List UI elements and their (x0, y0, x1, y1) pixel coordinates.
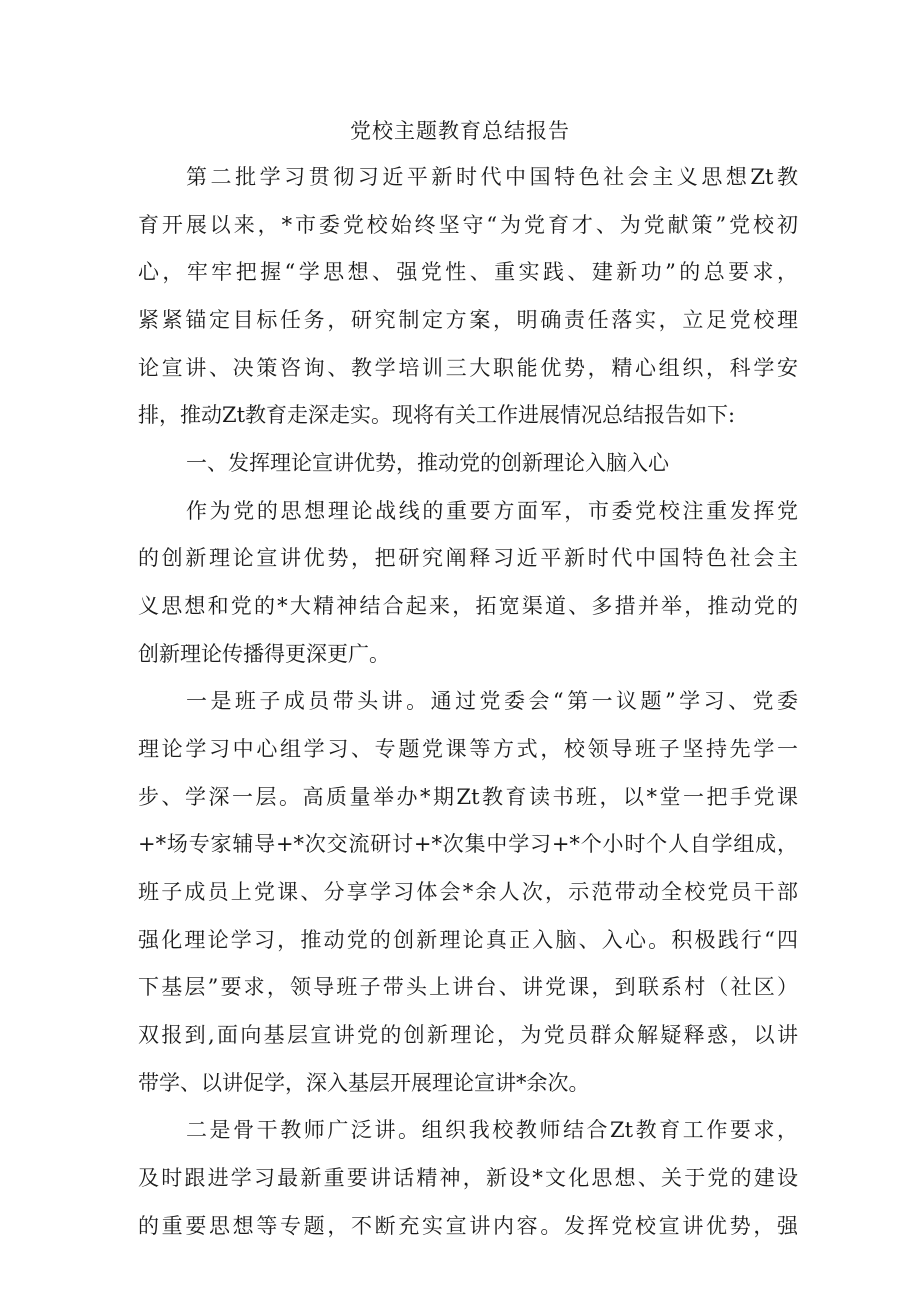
text-line: 步、学深一层。高质量举办*期Zt教育读书班，以*堂一把手党课 (138, 785, 798, 809)
text-line: 带学、以讲促学，深入基层开展理论宣讲*余次。 (138, 1071, 590, 1095)
text-line: 理论学习中心组学习、专题党课等方式，校领导班子坚持先学一 (138, 737, 798, 761)
text-line: 第二批学习贯彻习近平新时代中国特色社会主义思想Zt教 (186, 165, 798, 189)
text-line: 作为党的思想理论战线的重要方面军，市委党校注重发挥党 (186, 499, 798, 523)
text-line: 一是班子成员带头讲。通过党委会“第一议题”学习、党委 (186, 689, 798, 713)
text-line: 心，牢牢把握“学思想、强党性、重实践、建新功”的总要求， (138, 260, 798, 284)
text-line: 排，推动Zt教育走深走实。现将有关工作进展情况总结报告如下: (138, 403, 736, 427)
text-line: 的创新理论宣讲优势，把研究阐释习近平新时代中国特色社会主 (138, 546, 798, 570)
text-line: 下基层”要求，领导班子带头上讲台、讲党课，到联系村（社区） (138, 975, 798, 999)
document-title: 党校主题教育总结报告 (350, 119, 570, 143)
section-heading: 一、发挥理论宣讲优势，推动党的创新理论入脑入心 (186, 451, 669, 475)
text-line: 的重要思想等专题，不断充实宣讲内容。发挥党校宣讲优势，强 (138, 1214, 798, 1238)
text-line: 双报到,面向基层宣讲党的创新理论，为党员群众解疑释惑，以讲 (138, 1023, 798, 1047)
text-line: 创新理论传播得更深更广。 (138, 642, 390, 666)
text-line: 强化理论学习，推动党的创新理论真正入脑、入心。积极践行“四 (138, 928, 798, 952)
text-line: 义思想和党的*大精神结合起来，拓宽渠道、多措并举，推动党的 (138, 594, 798, 618)
text-line: 论宣讲、决策咨询、教学培训三大职能优势，精心组织，科学安 (138, 356, 798, 380)
text-line: 班子成员上党课、分享学习体会*余人次，示范带动全校党员干部 (138, 880, 798, 904)
text-line: 及时跟进学习最新重要讲话精神，新设*文化思想、关于党的建设 (138, 1166, 798, 1190)
text-line: 二是骨干教师广泛讲。组织我校教师结合Zt教育工作要求， (186, 1118, 798, 1142)
text-line: +*场专家辅导+*次交流研讨+*次集中学习+*个小时个人自学组成， (138, 832, 798, 856)
text-line: 育开展以来，*市委党校始终坚守“为党育才、为党献策”党校初 (138, 213, 798, 237)
text-line: 紧紧锚定目标任务，研究制定方案，明确责任落实，立足党校理 (138, 308, 798, 332)
